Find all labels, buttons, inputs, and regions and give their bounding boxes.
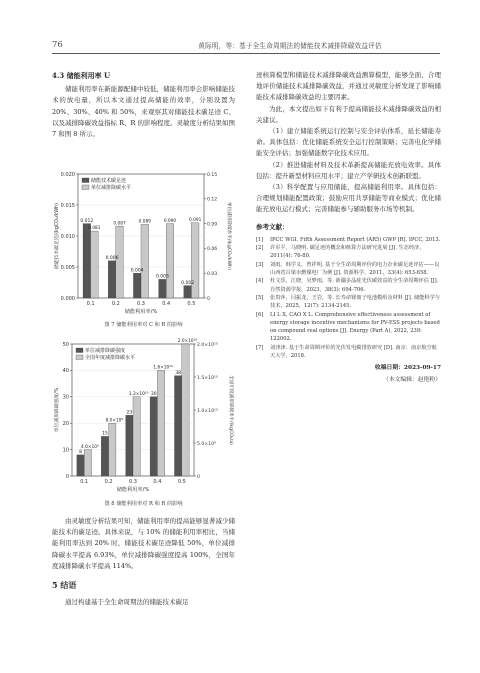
x-tick-label: 0.4 bbox=[153, 479, 162, 485]
bar-right-data-label: 0.091 bbox=[189, 217, 202, 223]
bar-left-data-label: 0.004 bbox=[130, 268, 144, 274]
reference-item bbox=[256, 344, 441, 361]
x-tick-label: 0.1 bbox=[86, 301, 95, 307]
bar-right-data-label: 0.089 bbox=[138, 219, 151, 225]
bar-right-data-label: 1.2×10¹⁰ bbox=[128, 392, 149, 397]
legend-label-left: 单位减排降碳强度 bbox=[85, 348, 126, 354]
y-right-tick-label: 1.5×10¹⁰ bbox=[197, 375, 218, 381]
reference-number: [3] bbox=[256, 261, 264, 268]
reference-item bbox=[256, 236, 441, 244]
legend-swatch-left bbox=[82, 178, 89, 183]
y-tick-label: 0.000 bbox=[60, 295, 75, 302]
bar-left-series bbox=[159, 279, 167, 298]
bar-left-series bbox=[101, 436, 108, 476]
bar-right-series bbox=[116, 226, 124, 298]
references-title: 参考文献： bbox=[256, 222, 289, 231]
suggestion-1-paragraph: （1）建立储能系统运行控制与安全评估体系，延长储能寿命。具体包括：优化储能系统安全运行控制策略；完善电化学储能安全评估；加强储能数字化技术应用。 bbox=[256, 127, 441, 158]
y-tick-label: 50 bbox=[62, 341, 69, 348]
x-tick-label: 0.5 bbox=[177, 479, 186, 485]
right-column bbox=[256, 70, 441, 386]
y-tick-label: 0.010 bbox=[60, 233, 75, 240]
y-right-tick-label: 2.0×10¹⁰ bbox=[197, 342, 218, 348]
reference-item bbox=[256, 244, 441, 261]
bar-left-data-label: 0.003 bbox=[155, 274, 169, 280]
reference-item bbox=[256, 294, 441, 311]
conclusion-paragraph-1: 迹核算模型和储能技术减排降碳效益测算模型，能够全面、合理地评价储能技术减排降碳效益，并通过灵敏度分析发现了影响储能技术减排降碳效益的主要因素。 bbox=[256, 71, 441, 102]
section-5-paragraph: 通过构建基于全生命周期法的储能技术碳足 bbox=[65, 598, 189, 607]
bar-left-series bbox=[184, 286, 192, 298]
reference-text: 刘雨，韩学义，曾祥明. 基于全生命周期评价的电力企业碳足迹评估——以山西省吕梁市燃煤电厂为例 [J]. 资源科学，2011，33(4): 653-658. bbox=[270, 261, 440, 277]
header-rule bbox=[52, 53, 440, 54]
bar-left-series bbox=[133, 273, 141, 298]
reference-number: [1] bbox=[256, 236, 264, 243]
bar-left-data-label: 23 bbox=[126, 410, 133, 416]
y-right-axis-label: 全国年度减排降碳水平/(kgCO₂/a) bbox=[228, 375, 233, 445]
bar-right-data-label: 0.090 bbox=[163, 218, 177, 224]
bar-right-series bbox=[91, 231, 99, 298]
bar-right-series bbox=[191, 223, 199, 298]
reference-number: [7] bbox=[256, 344, 264, 351]
figure-7-chart bbox=[52, 168, 235, 318]
bar-right-series bbox=[141, 224, 149, 298]
reference-number: [2] bbox=[256, 245, 264, 252]
bar-left-series bbox=[126, 415, 133, 476]
y-right-tick-label: 0.15 bbox=[207, 172, 218, 178]
left-column-top bbox=[52, 70, 235, 140]
y-tick-label: 0.015 bbox=[60, 202, 75, 209]
bar-right-data-label: 2.0×10¹⁰ bbox=[177, 339, 198, 345]
y-right-tick-label: 0.03 bbox=[207, 272, 218, 277]
bar-left-series bbox=[150, 397, 157, 476]
y-tick-label: 0.020 bbox=[60, 171, 75, 178]
y-axis-label: 储能技术碳足迹/(kgCO₂/kWh) bbox=[55, 203, 60, 269]
bar-right-data-label: 0.081 bbox=[88, 226, 101, 232]
reference-number: [4] bbox=[256, 278, 264, 285]
received-date: 收稿日期：2023-09-17 bbox=[374, 365, 441, 372]
bar-right-data-label: 1.6×10¹⁰ bbox=[153, 365, 173, 371]
bar-left-data-label: 0.012 bbox=[80, 218, 94, 224]
x-axis-label: 储能利用率/% bbox=[116, 487, 150, 493]
reference-text: 杜文乐，江晓，吴梦雨，等. 新疆多晶硅光伏碳效益的全生命周期评估 [J]. 自然资源学报，2023，38(3): 694-706. bbox=[270, 278, 439, 293]
bar-right-series bbox=[166, 224, 174, 298]
bar-right-series bbox=[133, 397, 140, 476]
bar-left-data-label: 8 bbox=[79, 450, 82, 456]
y-tick-label: 0 bbox=[65, 473, 69, 480]
bar-right-series bbox=[84, 450, 91, 476]
figure-8-chart bbox=[52, 338, 235, 498]
left-column-bottom bbox=[52, 516, 235, 608]
reference-item bbox=[256, 277, 441, 294]
legend-swatch-left bbox=[76, 348, 83, 353]
bar-left-series bbox=[83, 224, 91, 298]
bar-left-series bbox=[77, 455, 84, 476]
y-axis-label: 单位减排降碳强度/% bbox=[55, 387, 60, 433]
y-right-tick-label: 0.06 bbox=[207, 247, 218, 253]
bar-left-data-label: 15 bbox=[102, 431, 108, 437]
section-5-title: 5 结语 bbox=[52, 580, 77, 591]
x-tick-label: 0.2 bbox=[104, 479, 113, 485]
references-list bbox=[256, 236, 441, 360]
suggestion-3-paragraph: （3）科学配置与应用储能，提高储能利用率。具体包括：合理规划储能配置政策；鼓励应用共享储能等商业模式；优化储能充放电运行模式；完善储能参与辅助服务市场等机制。 bbox=[256, 183, 441, 214]
x-tick-label: 0.5 bbox=[187, 301, 196, 307]
suggestion-2-paragraph: （2）推进储能材料及技术革新提高储能充放电效率。具体包括：提升新型材料应用水平；建立产学研技术创新联盟。 bbox=[256, 160, 441, 180]
figure-8-caption: 图 8 储能利用率对 R 和 R 的影响 bbox=[104, 501, 183, 507]
bar-left-data-label: 30 bbox=[150, 392, 157, 397]
reference-text: 刘津津. 基于生命周期评价的光伏发电碳排放研究 [D]. 南京：南京航空航天大学，2018. bbox=[270, 344, 437, 359]
bar-left-data-label: 38 bbox=[175, 370, 182, 376]
x-tick-label: 0.4 bbox=[162, 301, 171, 307]
reference-number: [6] bbox=[256, 311, 264, 318]
x-tick-label: 0.3 bbox=[129, 479, 137, 485]
reference-text: 张贵萍，闫振龙，王岩，等. 长寿命锂离子电池模组及材料 [J]. 储能科学与技术，2025，12(7): 2134-2145. bbox=[270, 294, 440, 310]
sensitivity-conclusion-paragraph: 由灵敏度分析结果可知，储能利用率的提高能够显著减少储能技术的碳足迹。具体来说，与 10% 的储能利用率相比，当储能利用率达到 20% 时，储能技术碳足迹降低 50%，单位减排降碳水平提高 6.93%，单位减排降碳强度提高 100%，全国年度减排降碳水平提高 114%。 bbox=[52, 517, 235, 570]
x-tick-label: 0.2 bbox=[111, 301, 120, 307]
x-tick-label: 0.3 bbox=[137, 301, 145, 307]
reference-item bbox=[256, 261, 441, 278]
y-right-tick-label: 1.0×10¹⁰ bbox=[197, 408, 218, 414]
reference-text: LI L X, CAO X L. Comprehensive effectiveness assessment of energy storage incentive mechanisms for PV-ESS projects based on compound real options [J]. Energy (Part A), 2022, 239: 122002. bbox=[270, 311, 440, 343]
x-tick-label: 0.1 bbox=[80, 479, 89, 485]
reference-text: 许军平，马晓明. 碳足迹的概念和核算方法研究进展 [J]. 生态经济，2011(4): 76-80. bbox=[270, 245, 425, 260]
bar-right-series bbox=[109, 423, 116, 476]
bar-right-data-label: 8.0×10⁹ bbox=[105, 418, 124, 424]
editor-note: （本文编辑：赵艳粉） bbox=[383, 376, 441, 383]
y-tick-label: 0.005 bbox=[60, 264, 75, 271]
legend-swatch-right bbox=[76, 355, 83, 360]
y-right-tick-label: 0.09 bbox=[207, 222, 218, 228]
page-number: 76 bbox=[52, 40, 63, 50]
bar-left-data-label: 0.002 bbox=[181, 280, 195, 286]
y-right-tick-label: 0 bbox=[197, 474, 200, 480]
y-tick-label: 30 bbox=[62, 394, 69, 401]
figure-7-caption: 图 7 储能利用率对 C 和 R 的影响 bbox=[104, 322, 183, 328]
y-right-axis-label: 单位减排降碳水平/(kgCO₂/kWh) bbox=[226, 202, 231, 270]
bar-right-data-label: 0.087 bbox=[113, 221, 126, 227]
y-tick-label: 40 bbox=[62, 368, 69, 375]
y-tick-label: 10 bbox=[62, 447, 69, 454]
bar-right-series bbox=[157, 370, 164, 476]
bar-right-series bbox=[182, 344, 189, 476]
y-right-tick-label: 0.12 bbox=[207, 197, 218, 203]
legend-swatch-right bbox=[82, 185, 89, 190]
y-right-tick-label: 0 bbox=[207, 296, 210, 302]
legend-label-left: 储能技术碳足迹 bbox=[91, 178, 127, 184]
reference-item bbox=[256, 311, 441, 344]
y-right-tick-label: 5.0×10⁹ bbox=[197, 441, 216, 447]
reference-text: IPCC WGI. Fifth Assessment Report (AR5) GWP [R]. IPCC, 2013. bbox=[270, 236, 441, 243]
bar-left-data-label: 0.006 bbox=[105, 256, 119, 261]
section-4-3-title: 4.3 储能利用率 U bbox=[52, 71, 111, 80]
section-4-3-paragraph: 储能利用率在新能源配储中较低，储能利用率会影响储能技术的放电量，所以本文通过提高储能的效率，分别设置为 20%、30%、40% 和 50%，来观察其对储能技术碳足迹 C、以及减排降碳效益指标 R、R 的影响程度。灵敏度分析结果如图 7 和图 8 所示。 bbox=[52, 85, 235, 139]
legend-label-right: 单位减排降碳水平 bbox=[91, 185, 132, 191]
legend-label-right: 全国年度减排降碳水平 bbox=[85, 355, 136, 361]
reference-number: [5] bbox=[256, 294, 264, 301]
bar-right-data-label: 4.0×10⁹ bbox=[81, 444, 99, 450]
x-axis-label: 储能利用率/% bbox=[124, 309, 158, 315]
y-tick-label: 20 bbox=[62, 421, 69, 427]
bar-left-series bbox=[108, 261, 116, 298]
conclusion-paragraph-2: 为此，本文提出如下有利于提高储能技术减排降碳效益的相关建议。 bbox=[256, 104, 441, 124]
running-title: 黄际明，等：基于全生命周期法的储能技术减排降碳效益评估 bbox=[198, 42, 382, 50]
bar-left-series bbox=[174, 376, 181, 476]
